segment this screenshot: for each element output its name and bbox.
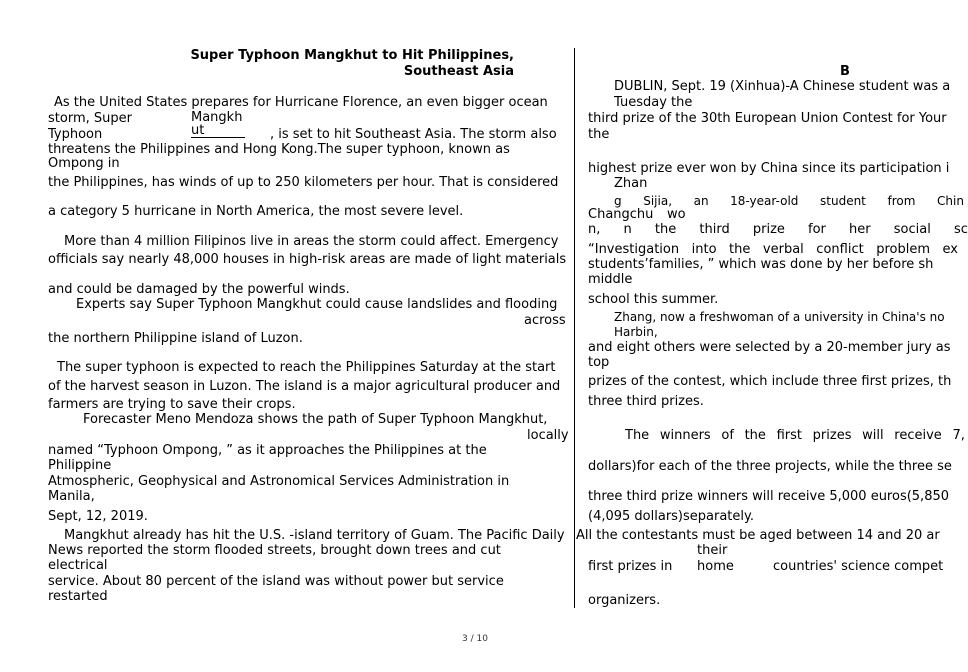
fill-in-blank-line	[191, 137, 245, 138]
paragraph-line: Tuesday the	[614, 95, 693, 110]
paragraph-line: restarted	[48, 589, 108, 604]
paragraph-line: the Philippines, has winds of up to 250 kilometers per hour. That is considered	[48, 175, 559, 190]
paragraph-line: Forecaster Meno Mendoza shows the path of Super Typhoon Mangkhut,	[83, 412, 548, 427]
paragraph-line: Zhan	[614, 176, 648, 191]
paragraph-line: the northern Philippine island of Luzon.	[48, 331, 303, 346]
paragraph-line: Harbin,	[614, 325, 658, 339]
paragraph-line: wo	[667, 207, 686, 222]
paragraph-line: Manila,	[48, 489, 95, 504]
justified-line: g Sijia, an 18-year-old student from Chin	[614, 194, 964, 208]
paragraph-line: All the contestants must be aged between 14 and 20 ar	[576, 528, 940, 543]
paragraph-line: three third prize winners will receive 5,000 euros(5,850	[588, 489, 950, 504]
paragraph-line: Ompong in	[48, 156, 120, 171]
paragraph-line: Philippine	[48, 458, 112, 473]
paragraph-line: storm, Super	[48, 111, 132, 126]
paragraph-line: farmers are trying to save their crops.	[48, 397, 296, 412]
page-number: 3 / 10	[462, 634, 488, 644]
blank-answer-top: Mangkh	[191, 110, 243, 125]
paragraph-line: service. About 80 percent of the island was without power but service	[48, 574, 504, 589]
paragraph-line: organizers.	[588, 593, 661, 608]
paragraph-line: countries' science compet	[773, 559, 944, 574]
paragraph-line: The super typhoon is expected to reach the Philippines Saturday at the start	[57, 360, 556, 375]
paragraph-line: a category 5 hurricane in North America, the most severe level.	[48, 204, 464, 219]
paragraph-line: and could be damaged by the powerful winds.	[48, 282, 350, 297]
paragraph-line: third prize of the 30th European Union Contest for Your	[588, 111, 947, 126]
article-title-line-2: Southeast Asia	[403, 64, 514, 79]
paragraph-line: Sept, 12, 2019.	[48, 509, 148, 524]
paragraph-line: the	[588, 127, 610, 142]
paragraph-line: electrical	[48, 558, 108, 573]
section-heading: B	[840, 64, 850, 79]
paragraph-line: their	[697, 543, 728, 558]
paragraph-line: Typhoon	[48, 127, 103, 142]
paragraph-line: students’families, ” which was done by her before sh	[588, 257, 934, 272]
paragraph-line: DUBLIN, Sept. 19 (Xinhua)-A Chinese student was a	[614, 79, 951, 94]
paragraph-line: Atmospheric, Geophysical and Astronomical Services Administration in	[48, 474, 510, 489]
paragraph-line: across	[524, 313, 566, 328]
paragraph-line: Mangkhut already has hit the U.S. -island territory of Guam. The Pacific Daily	[64, 528, 565, 543]
paragraph-line: first prizes in	[588, 559, 673, 574]
justified-line: n, n the third prize for her social sc	[588, 222, 968, 237]
column-divider	[574, 48, 575, 608]
paragraph-line: prizes of the contest, which include three first prizes, th	[588, 374, 952, 389]
paragraph-line: Experts say Super Typhoon Mangkhut could cause landslides and flooding	[76, 297, 558, 312]
paragraph-line: Changchu	[588, 207, 654, 222]
paragraph-line: locally	[527, 428, 569, 443]
paragraph-line: home	[697, 559, 734, 574]
paragraph-line: top	[588, 355, 610, 370]
paragraph-line: threatens the Philippines and Hong Kong.The super typhoon, known as	[48, 142, 510, 157]
paragraph-line: Zhang, now a freshwoman of a university in China's no	[614, 310, 945, 324]
paragraph-line: , is set to hit Southeast Asia. The storm also	[270, 127, 557, 142]
paragraph-line: named “Typhoon Ompong, ” as it approaches the Philippines at the	[48, 443, 487, 458]
justified-line: The winners of the first prizes will receive 7,	[625, 428, 965, 443]
paragraph-line: officials say nearly 48,000 houses in high-risk areas are made of light materials	[48, 252, 567, 267]
paragraph-line: highest prize ever won by China since its participation i	[588, 161, 950, 176]
paragraph-line: and eight others were selected by a 20-member jury as	[588, 340, 951, 355]
article-title-line-1: Super Typhoon Mangkhut to Hit Philippines,	[190, 48, 514, 63]
paragraph-line: school this summer.	[588, 292, 719, 307]
paragraph-line: As the United States prepares for Hurricane Florence, an even bigger ocean	[54, 95, 548, 110]
paragraph-line: three third prizes.	[588, 394, 704, 409]
paragraph-line: dollars)for each of the three projects, while the three se	[588, 459, 952, 474]
paragraph-line: middle	[588, 272, 633, 287]
blank-answer-bottom: ut	[191, 123, 205, 138]
paragraph-line: (4,095 dollars)separately.	[588, 509, 754, 524]
justified-line: “Investigation into the verbal conflict problem ex	[588, 242, 958, 257]
paragraph-line: of the harvest season in Luzon. The island is a major agricultural producer and	[48, 379, 561, 394]
paragraph-line: More than 4 million Filipinos live in areas the storm could affect. Emergency	[64, 234, 559, 249]
paragraph-line: News reported the storm flooded streets, brought down trees and cut	[48, 543, 501, 558]
